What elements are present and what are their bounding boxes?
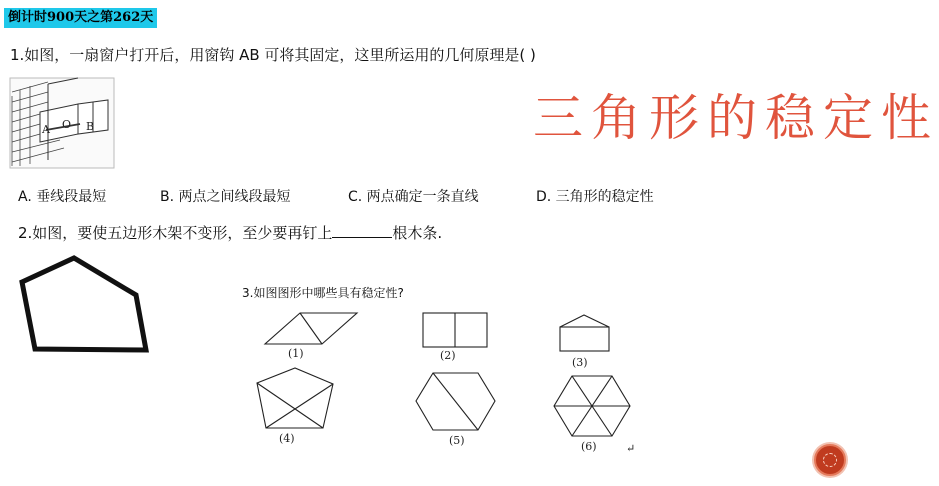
question-2-suffix: 根木条. [392, 224, 443, 242]
answer-heading: 三角形的稳定性 [533, 89, 939, 147]
figure-3-label: (3) [572, 356, 588, 369]
figure-2-label: (2) [440, 349, 456, 362]
figure-3-house-body [560, 327, 609, 351]
figure-4-pentagon [257, 368, 333, 428]
question-3-text: 3.如图图形中哪些具有稳定性? [242, 286, 404, 300]
figure-4-diagonal-1 [257, 383, 323, 428]
option-c: C. 两点确定一条直线 [348, 189, 479, 205]
slide-nav-button[interactable] [814, 444, 846, 476]
figure-5-diagonal [433, 373, 478, 430]
question-2-prefix: 2.如图，要使五边形木架不变形，至少要再钉上 [18, 224, 333, 242]
figure-4-label: (4) [279, 432, 295, 445]
figure-4-diagonal-2 [266, 384, 333, 428]
figure-1-label: (1) [288, 347, 304, 360]
option-b: B. 两点之间线段最短 [160, 189, 291, 205]
point-a-label: A [42, 123, 50, 136]
figure-5-label: (5) [449, 434, 465, 447]
point-b-label: B [86, 120, 95, 133]
option-a: A. 垂线段最短 [18, 189, 107, 205]
point-o-label: O [62, 118, 72, 131]
countdown-banner: 倒计时900天之第262天 [4, 8, 157, 28]
nav-button-ring [823, 453, 837, 467]
paragraph-mark: ↵ [626, 442, 636, 455]
option-d: D. 三角形的稳定性 [536, 189, 654, 205]
figure-6-label: (6) [581, 440, 597, 453]
figure-3-roof [560, 315, 609, 327]
question-1-text: 1.如图，一扇窗户打开后，用窗钩 AB 可将其固定，这里所运用的几何原理是( ) [10, 46, 536, 64]
pentagon-frame [22, 258, 146, 350]
figure-1-diagonal [300, 313, 322, 344]
